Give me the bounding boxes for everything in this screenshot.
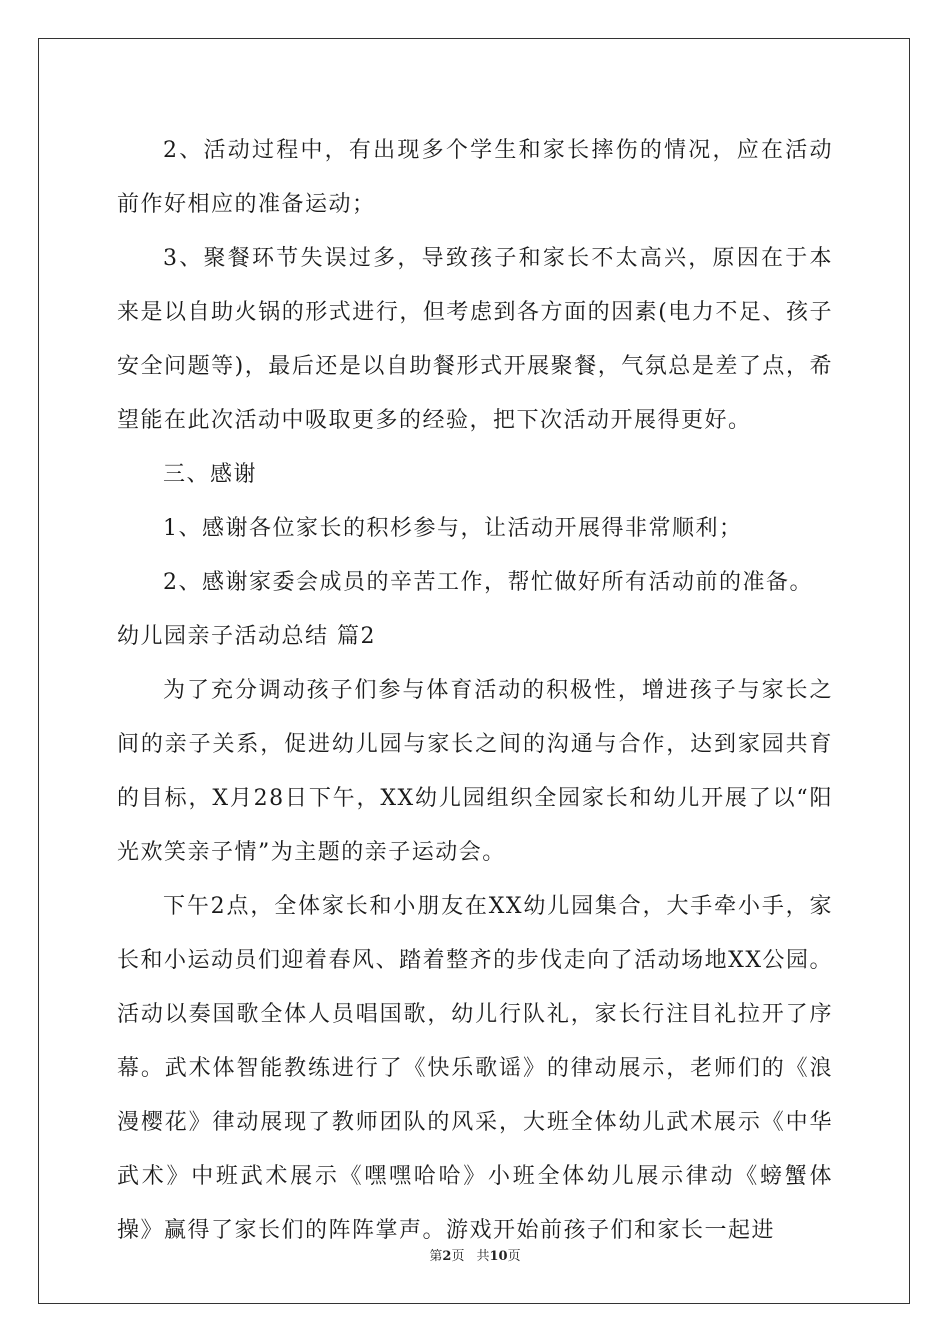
footer-page-prefix: 第 bbox=[429, 1249, 443, 1264]
paragraph-1: 2、活动过程中，有出现多个学生和家长摔伤的情况，应在活动前作好相应的准备运动； bbox=[117, 138, 833, 217]
footer-page-suffix: 页 bbox=[451, 1249, 465, 1264]
paragraph-2: 3、聚餐环节失误过多，导致孩子和家长不太高兴，原因在于本来是以自助火锅的形式进行，但考虑到各方面的因素(电力不足、孩子安全问题等)，最后还是以自助餐形式开展聚餐，气氛总是差了点，希望能在此次活动中吸取更多的经验，把下次活动开展得更好。 bbox=[117, 246, 833, 433]
page-footer bbox=[0, 1245, 950, 1264]
footer-page-current: 2 bbox=[442, 1249, 452, 1264]
document-body bbox=[117, 124, 833, 1258]
section-heading-thanks: 三、感谢 bbox=[163, 462, 258, 487]
footer-total-prefix: 共 bbox=[476, 1249, 490, 1264]
paragraph-activity: 下午2点，全体家长和小朋友在XX幼儿园集合，大手牵小手，家长和小运动员们迎着春风、踏着整齐的步伐走向了活动场地XX公园。活动以奏国歌全体人员唱国歌，幼儿行队礼，家长行注目礼拉开了序幕。武术体智能教练进行了《快乐歌谣》的律动展示，老师们的《浪漫樱花》律动展现了教师团队的风采，大班全体幼儿武术展示《中华武术》中班武术展示《嘿嘿哈哈》小班全体幼儿展示律动《螃蟹体操》赢得了家长们的阵阵掌声。游戏开始前孩子们和家长一起进 bbox=[117, 894, 833, 1243]
footer-page-total: 10 bbox=[489, 1249, 508, 1264]
paragraph-thanks-1: 1、感谢各位家长的积杉参与，让活动开展得非常顺利； bbox=[163, 516, 743, 541]
footer-total-suffix: 页 bbox=[507, 1249, 521, 1264]
paragraph-intro: 为了充分调动孩子们参与体育活动的积极性，增进孩子与家长之间的亲子关系，促进幼儿园与家长之间的沟通与合作，达到家园共育的目标，X月28日下午，XX幼儿园组织全园家长和幼儿开展了以“阳光欢笑亲子情”为主题的亲子运动会。 bbox=[117, 678, 833, 865]
paragraph-thanks-2: 2、感谢家委会成员的辛苦工作，帮忙做好所有活动前的准备。 bbox=[163, 570, 813, 595]
article-title: 幼儿园亲子活动总结 篇2 bbox=[117, 624, 376, 649]
